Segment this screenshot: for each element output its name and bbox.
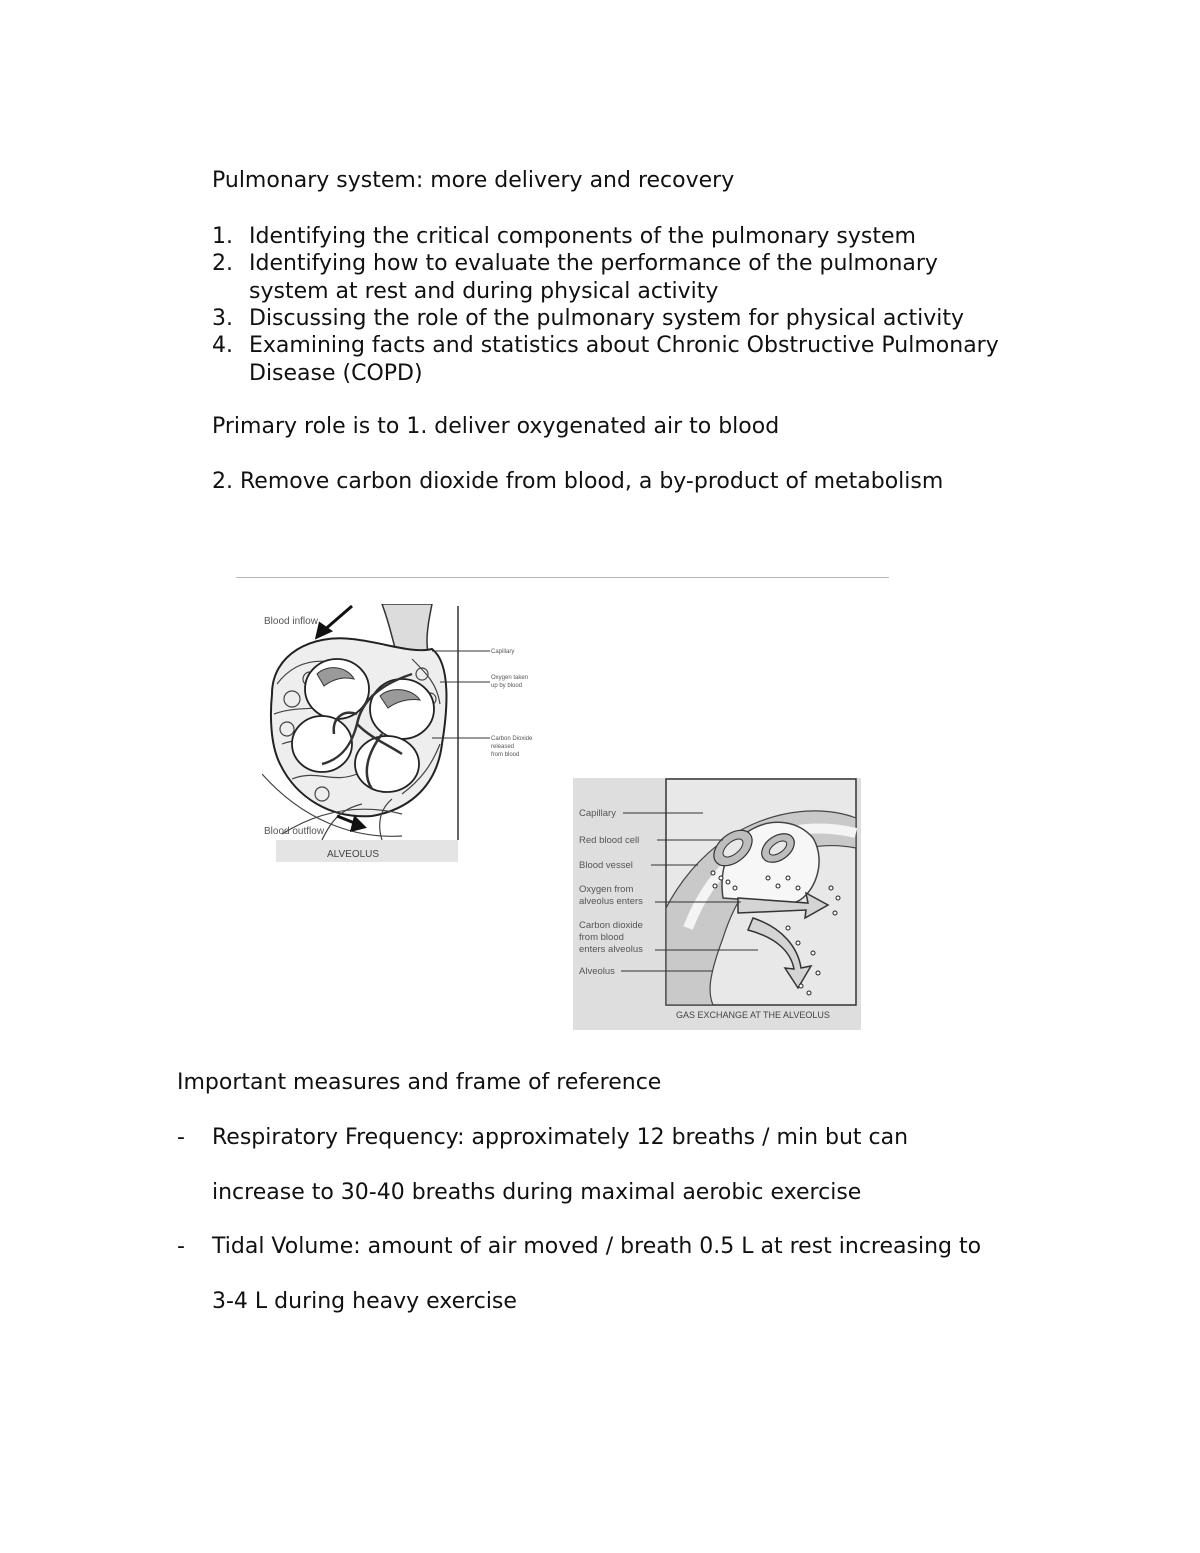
capillary-label: Capillary (491, 649, 515, 655)
list-text: system at rest and during physical activity (249, 279, 719, 304)
carbon-dioxide-label: from blood (579, 932, 624, 943)
bullet-dash: - (177, 1125, 185, 1150)
blood-outflow-label: Blood outflow (264, 826, 325, 837)
list-number: 1. (212, 224, 233, 249)
gas-exchange-caption: GAS EXCHANGE AT THE ALVEOLUS (676, 1010, 830, 1020)
alveolus-label: Alveolus (579, 966, 615, 977)
co2-released-label: Carbon Dioxide (491, 736, 533, 742)
list-text: Discussing the role of the pulmonary system for physical activity (249, 306, 964, 331)
primary-role-line-2: 2. Remove carbon dioxide from blood, a by-product of metabolism (212, 469, 944, 494)
blood-inflow-label: Blood inflow (264, 616, 318, 627)
list-number: 2. (212, 251, 233, 276)
alveolus-figure (262, 604, 552, 862)
alveolus-caption: ALVEOLUS (327, 849, 380, 860)
list-text: Identifying the critical components of the pulmonary system (249, 224, 916, 249)
list-text: Disease (COPD) (249, 361, 423, 386)
primary-role-line-1: Primary role is to 1. deliver oxygenated air to blood (212, 414, 780, 439)
co2-released-label: released (491, 744, 515, 750)
oxygen-label: Oxygen from (579, 884, 634, 895)
page-title: Pulmonary system: more delivery and recovery (212, 168, 735, 193)
list-text: Respiratory Frequency: approximately 12 breaths / min but can (212, 1125, 909, 1150)
carbon-dioxide-label: enters alveolus (579, 944, 643, 955)
oxygen-taken-label: Oxygen taken (491, 675, 529, 681)
list-number: 4. (212, 333, 233, 358)
horizontal-divider (236, 577, 889, 578)
list-text: Examining facts and statistics about Chronic Obstructive Pulmonary (249, 333, 999, 358)
list-text: Identifying how to evaluate the performance of the pulmonary (249, 251, 938, 276)
list-text: Tidal Volume: amount of air moved / breath 0.5 L at rest increasing to (212, 1234, 982, 1259)
oxygen-taken-label: up by blood (491, 683, 523, 689)
list-number: 3. (212, 306, 233, 331)
measures-heading: Important measures and frame of reference (177, 1070, 662, 1095)
bullet-dash: - (177, 1234, 185, 1259)
red-blood-cell-label: Red blood cell (579, 835, 640, 846)
list-text: increase to 30-40 breaths during maximal aerobic exercise (212, 1180, 862, 1205)
co2-released-label: from blood (491, 752, 520, 758)
gas-exchange-figure (573, 778, 861, 1030)
capillary-label: Capillary (579, 808, 616, 819)
oxygen-label: alveolus enters (579, 896, 643, 907)
blood-vessel-label: Blood vessel (579, 860, 633, 871)
list-text: 3-4 L during heavy exercise (212, 1289, 517, 1314)
carbon-dioxide-label: Carbon dioxide (579, 920, 643, 931)
